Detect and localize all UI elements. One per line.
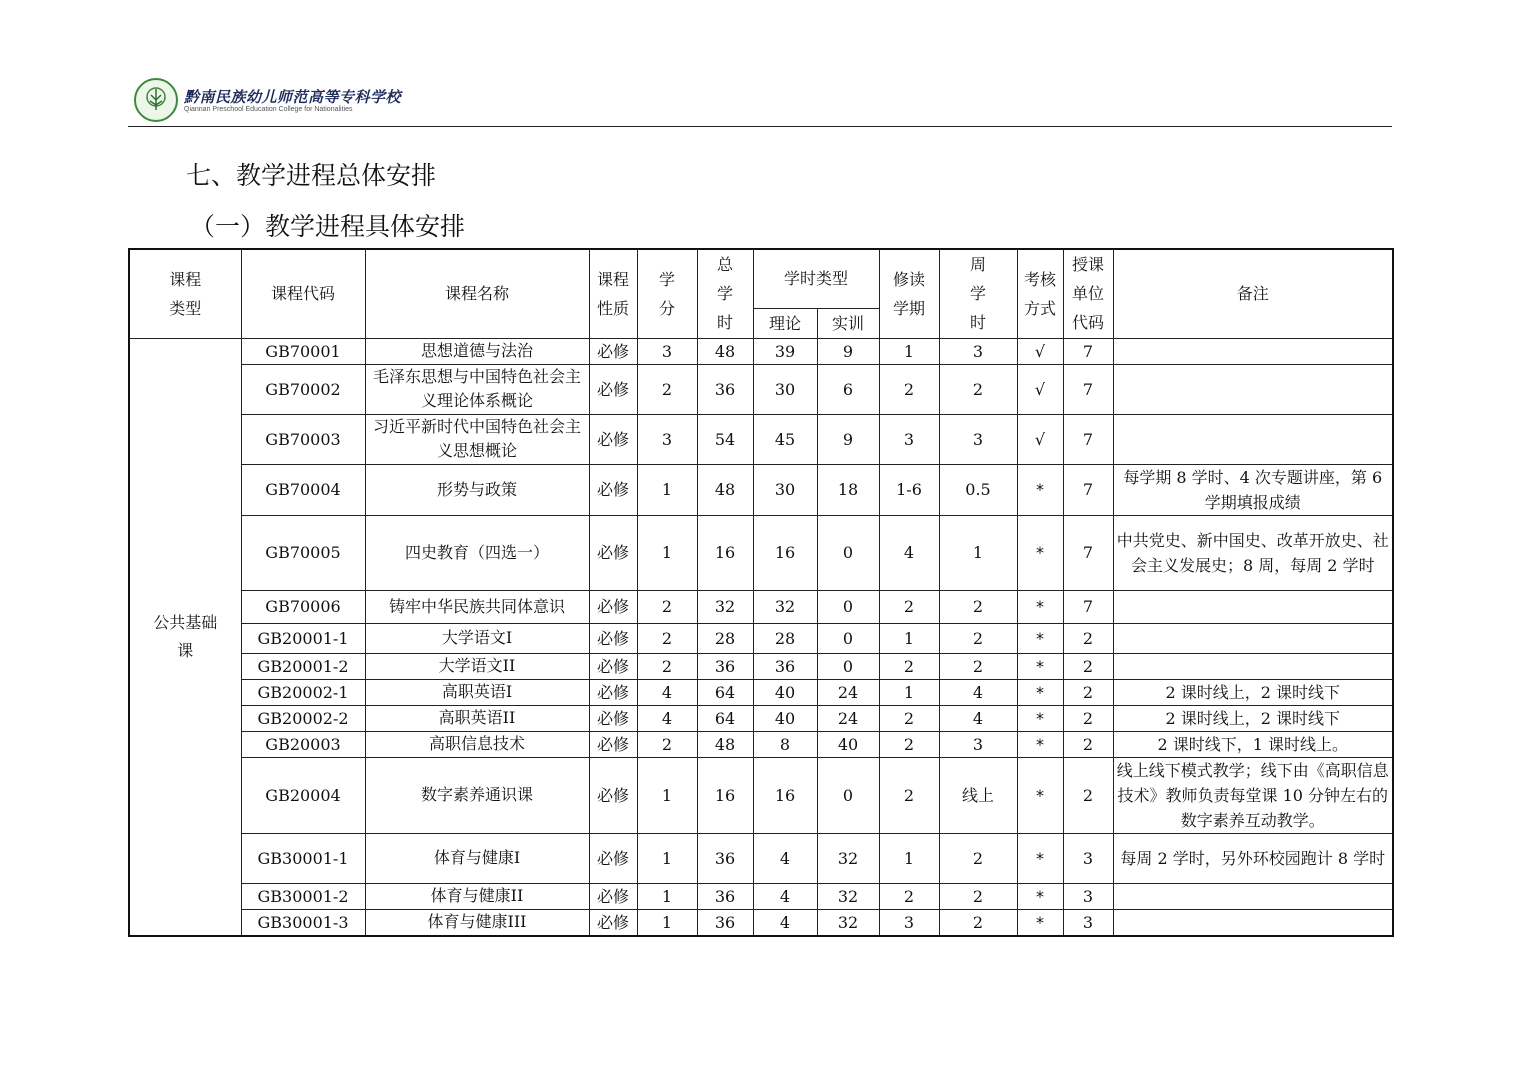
table-row	[129, 653, 1393, 679]
remark: 2 课时线上，2 课时线下	[1113, 679, 1393, 705]
unit-code: 3	[1063, 909, 1113, 936]
unit-code: 2	[1063, 757, 1113, 833]
weekly-hours: 1	[939, 515, 1017, 590]
total-hours: 54	[697, 414, 753, 464]
course-name: 体育与健康III	[365, 909, 589, 936]
course-nature: 必修	[589, 757, 637, 833]
table-row	[129, 833, 1393, 883]
theory-hours: 4	[753, 909, 817, 936]
assessment: *	[1017, 590, 1063, 623]
course-code: GB70003	[241, 414, 365, 464]
practice-hours: 32	[817, 883, 879, 909]
remark	[1113, 338, 1393, 364]
remark: 中共党史、新中国史、改革开放史、社会主义发展史；8 周，每周 2 学时	[1113, 515, 1393, 590]
practice-hours: 0	[817, 623, 879, 653]
total-hours: 16	[697, 757, 753, 833]
theory-hours: 36	[753, 653, 817, 679]
semester: 1	[879, 623, 939, 653]
course-name: 大学语文II	[365, 653, 589, 679]
course-name: 体育与健康II	[365, 883, 589, 909]
credit: 1	[637, 833, 697, 883]
unit-code: 3	[1063, 883, 1113, 909]
total-hours: 36	[697, 364, 753, 414]
total-hours: 36	[697, 883, 753, 909]
practice-hours: 6	[817, 364, 879, 414]
theory-hours: 30	[753, 464, 817, 515]
remark: 线上线下模式教学；线下由《高职信息技术》教师负责每堂课 10 分钟左右的数字素养互动教学。	[1113, 757, 1393, 833]
theory-hours: 4	[753, 883, 817, 909]
theory-hours: 40	[753, 679, 817, 705]
credit: 1	[637, 464, 697, 515]
remark	[1113, 590, 1393, 623]
theory-hours: 40	[753, 705, 817, 731]
header-credit: 学分	[637, 249, 697, 338]
table-row	[129, 883, 1393, 909]
total-hours: 36	[697, 909, 753, 936]
course-code: GB70001	[241, 338, 365, 364]
course-schedule-table	[128, 248, 1394, 937]
total-hours: 36	[697, 653, 753, 679]
credit: 2	[637, 590, 697, 623]
remark: 2 课时线下，1 课时线上。	[1113, 731, 1393, 757]
credit: 2	[637, 364, 697, 414]
assessment: *	[1017, 705, 1063, 731]
course-code: GB20003	[241, 731, 365, 757]
course-name: 铸牢中华民族共同体意识	[365, 590, 589, 623]
subsection-title: （一）教学进程具体安排	[190, 212, 466, 241]
course-name: 高职信息技术	[365, 731, 589, 757]
unit-code: 2	[1063, 623, 1113, 653]
remark: 每学期 8 学时、4 次专题讲座，第 6 学期填报成绩	[1113, 464, 1393, 515]
theory-hours: 16	[753, 757, 817, 833]
practice-hours: 32	[817, 833, 879, 883]
practice-hours: 0	[817, 653, 879, 679]
credit: 3	[637, 414, 697, 464]
table-row	[129, 705, 1393, 731]
weekly-hours: 4	[939, 705, 1017, 731]
table-row	[129, 731, 1393, 757]
theory-hours: 16	[753, 515, 817, 590]
assessment: √	[1017, 364, 1063, 414]
credit: 3	[637, 338, 697, 364]
header-course-type: 课程类型	[129, 249, 241, 338]
table-row	[129, 909, 1393, 936]
theory-hours: 8	[753, 731, 817, 757]
course-nature: 必修	[589, 338, 637, 364]
weekly-hours: 2	[939, 623, 1017, 653]
course-nature: 必修	[589, 883, 637, 909]
remark	[1113, 883, 1393, 909]
total-hours: 64	[697, 679, 753, 705]
course-code: GB20002-1	[241, 679, 365, 705]
header-course-name: 课程名称	[365, 249, 589, 338]
credit: 2	[637, 731, 697, 757]
course-code: GB20001-1	[241, 623, 365, 653]
assessment: *	[1017, 653, 1063, 679]
course-name: 习近平新时代中国特色社会主义思想概论	[365, 414, 589, 464]
practice-hours: 9	[817, 338, 879, 364]
page-header	[128, 72, 1392, 127]
semester: 2	[879, 731, 939, 757]
credit: 1	[637, 757, 697, 833]
weekly-hours: 2	[939, 833, 1017, 883]
weekly-hours: 0.5	[939, 464, 1017, 515]
total-hours: 36	[697, 833, 753, 883]
total-hours: 48	[697, 731, 753, 757]
school-name-en: Qiannan Preschool Education College for Nationalities	[184, 106, 353, 113]
assessment: *	[1017, 464, 1063, 515]
assessment: *	[1017, 909, 1063, 936]
semester: 4	[879, 515, 939, 590]
assessment: *	[1017, 515, 1063, 590]
assessment: *	[1017, 623, 1063, 653]
theory-hours: 28	[753, 623, 817, 653]
practice-hours: 24	[817, 679, 879, 705]
semester: 2	[879, 653, 939, 679]
course-name: 思想道德与法治	[365, 338, 589, 364]
semester: 2	[879, 590, 939, 623]
header-semester: 修读学期	[879, 249, 939, 338]
table-row	[129, 364, 1393, 414]
header-course-code: 课程代码	[241, 249, 365, 338]
course-nature: 必修	[589, 590, 637, 623]
course-nature: 必修	[589, 705, 637, 731]
header-assessment: 考核方式	[1017, 249, 1063, 338]
unit-code: 2	[1063, 731, 1113, 757]
course-category: 公共基础课	[129, 338, 241, 936]
assessment: *	[1017, 731, 1063, 757]
table-row	[129, 414, 1393, 464]
table-row	[129, 679, 1393, 705]
table-row	[129, 515, 1393, 590]
weekly-hours: 2	[939, 883, 1017, 909]
course-name: 四史教育（四选一）	[365, 515, 589, 590]
table-row	[129, 338, 1393, 364]
weekly-hours: 线上	[939, 757, 1017, 833]
course-name: 大学语文I	[365, 623, 589, 653]
credit: 2	[637, 623, 697, 653]
theory-hours: 45	[753, 414, 817, 464]
practice-hours: 40	[817, 731, 879, 757]
course-code: GB70005	[241, 515, 365, 590]
total-hours: 28	[697, 623, 753, 653]
header-remark: 备注	[1113, 249, 1393, 338]
practice-hours: 32	[817, 909, 879, 936]
credit: 1	[637, 883, 697, 909]
weekly-hours: 2	[939, 653, 1017, 679]
remark	[1113, 909, 1393, 936]
table-row	[129, 590, 1393, 623]
practice-hours: 0	[817, 757, 879, 833]
header-weekly-hours: 周学时	[939, 249, 1017, 338]
course-nature: 必修	[589, 414, 637, 464]
unit-code: 7	[1063, 414, 1113, 464]
course-code: GB30001-1	[241, 833, 365, 883]
course-code: GB70004	[241, 464, 365, 515]
semester: 2	[879, 364, 939, 414]
unit-code: 7	[1063, 464, 1113, 515]
total-hours: 32	[697, 590, 753, 623]
weekly-hours: 3	[939, 731, 1017, 757]
table-row	[129, 464, 1393, 515]
course-code: GB20004	[241, 757, 365, 833]
remark	[1113, 623, 1393, 653]
practice-hours: 0	[817, 515, 879, 590]
theory-hours: 4	[753, 833, 817, 883]
remark: 每周 2 学时，另外环校园跑计 8 学时	[1113, 833, 1393, 883]
credit: 1	[637, 909, 697, 936]
total-hours: 48	[697, 338, 753, 364]
course-name: 体育与健康I	[365, 833, 589, 883]
weekly-hours: 2	[939, 590, 1017, 623]
weekly-hours: 3	[939, 414, 1017, 464]
total-hours: 16	[697, 515, 753, 590]
semester: 3	[879, 909, 939, 936]
course-code: GB70006	[241, 590, 365, 623]
header-total-hours: 总学时	[697, 249, 753, 338]
course-code: GB20001-2	[241, 653, 365, 679]
course-nature: 必修	[589, 731, 637, 757]
assessment: √	[1017, 414, 1063, 464]
course-name: 毛泽东思想与中国特色社会主义理论体系概论	[365, 364, 589, 414]
course-name: 数字素养通识课	[365, 757, 589, 833]
theory-hours: 32	[753, 590, 817, 623]
course-code: GB20002-2	[241, 705, 365, 731]
header-course-nature: 课程性质	[589, 249, 637, 338]
course-code: GB30001-3	[241, 909, 365, 936]
course-name: 形势与政策	[365, 464, 589, 515]
theory-hours: 39	[753, 338, 817, 364]
table-row	[129, 623, 1393, 653]
semester: 1	[879, 679, 939, 705]
course-code: GB30001-2	[241, 883, 365, 909]
school-logo-icon	[134, 78, 178, 122]
weekly-hours: 2	[939, 364, 1017, 414]
unit-code: 2	[1063, 705, 1113, 731]
practice-hours: 24	[817, 705, 879, 731]
school-name-cn: 黔南民族幼儿师范高等专科学校	[184, 88, 402, 106]
weekly-hours: 4	[939, 679, 1017, 705]
remark	[1113, 653, 1393, 679]
unit-code: 7	[1063, 338, 1113, 364]
credit: 1	[637, 515, 697, 590]
semester: 1	[879, 833, 939, 883]
course-name: 高职英语I	[365, 679, 589, 705]
practice-hours: 9	[817, 414, 879, 464]
remark: 2 课时线上，2 课时线下	[1113, 705, 1393, 731]
course-code: GB70002	[241, 364, 365, 414]
unit-code: 2	[1063, 679, 1113, 705]
semester: 2	[879, 757, 939, 833]
unit-code: 7	[1063, 364, 1113, 414]
weekly-hours: 3	[939, 338, 1017, 364]
course-nature: 必修	[589, 833, 637, 883]
unit-code: 7	[1063, 590, 1113, 623]
semester: 2	[879, 705, 939, 731]
section-title: 七、教学进程总体安排	[186, 161, 437, 190]
assessment: *	[1017, 883, 1063, 909]
assessment: √	[1017, 338, 1063, 364]
header-hour-type: 学时类型	[753, 249, 879, 308]
theory-hours: 30	[753, 364, 817, 414]
header-practice: 实训	[817, 308, 879, 338]
course-nature: 必修	[589, 653, 637, 679]
course-name: 高职英语II	[365, 705, 589, 731]
course-nature: 必修	[589, 364, 637, 414]
credit: 4	[637, 679, 697, 705]
assessment: *	[1017, 679, 1063, 705]
total-hours: 48	[697, 464, 753, 515]
unit-code: 2	[1063, 653, 1113, 679]
header-unit-code: 授课单位代码	[1063, 249, 1113, 338]
credit: 2	[637, 653, 697, 679]
total-hours: 64	[697, 705, 753, 731]
semester: 1-6	[879, 464, 939, 515]
credit: 4	[637, 705, 697, 731]
unit-code: 7	[1063, 515, 1113, 590]
assessment: *	[1017, 757, 1063, 833]
practice-hours: 0	[817, 590, 879, 623]
semester: 1	[879, 338, 939, 364]
course-nature: 必修	[589, 464, 637, 515]
remark	[1113, 414, 1393, 464]
practice-hours: 18	[817, 464, 879, 515]
semester: 3	[879, 414, 939, 464]
course-nature: 必修	[589, 909, 637, 936]
assessment: *	[1017, 833, 1063, 883]
remark	[1113, 364, 1393, 414]
course-nature: 必修	[589, 515, 637, 590]
unit-code: 3	[1063, 833, 1113, 883]
course-nature: 必修	[589, 679, 637, 705]
semester: 2	[879, 883, 939, 909]
header-theory: 理论	[753, 308, 817, 338]
weekly-hours: 2	[939, 909, 1017, 936]
table-row	[129, 757, 1393, 833]
course-nature: 必修	[589, 623, 637, 653]
